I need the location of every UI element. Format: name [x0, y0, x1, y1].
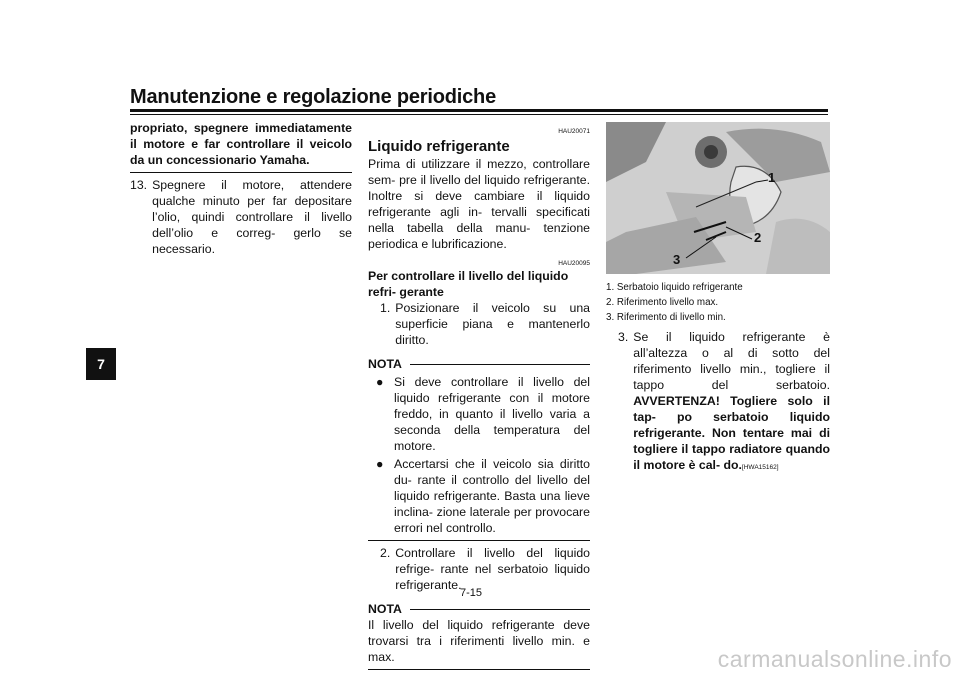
watermark: carmanualsonline.info	[717, 646, 952, 672]
nota-bullet-2	[368, 456, 590, 536]
step-number: 3.	[618, 330, 629, 344]
nota-text: Il livello del liquido refrigerante deve trovarsi tra i riferimenti livello min. e max.	[368, 618, 590, 664]
column-1	[130, 120, 352, 257]
step-text: Controllare il livello del liquido refrige- rante nel serbatoio liquido refrigerante.	[395, 546, 590, 592]
warning-text: AVVERTENZA! Togliere solo il tap- po serbatoio liquido refrigerante. Non tentare mai di togliere il tappo radiatore quando il motore è cal- do.	[633, 394, 830, 472]
warning-end-rule	[130, 172, 352, 173]
step-1	[368, 300, 590, 348]
step-number: 2.	[380, 546, 391, 560]
step-3-body	[633, 329, 830, 476]
step-text: Se il liquido refrigerante è all’altezza o al di sotto del riferimento livello min., togliere il tappo del serbatoio.	[633, 330, 830, 392]
caption-1: 1. Serbatoio liquido refrigerante	[606, 282, 743, 293]
subsection-heading: Per controllare il livello del liquido refri- gerante	[368, 269, 569, 299]
step-text: Posizionare il veicolo su una superficie piana e mantenerlo diritto.	[395, 301, 590, 347]
step-text: Spegnere il motore, attendere qualche minuto per far depositare l’olio, quindi controllare il livello dell’olio e correg- gerlo se necessario.	[152, 178, 352, 256]
title-rule-thin	[130, 114, 828, 115]
caption-2: 2. Riferimento livello max.	[606, 297, 719, 308]
nota-label: NOTA	[368, 357, 402, 371]
callout-1: 1	[768, 170, 776, 185]
nota-end-rule	[368, 669, 590, 670]
nota-header-1	[368, 356, 590, 372]
subsection-code: HAU20095	[558, 260, 590, 267]
caption-3: 3. Riferimento di livello min.	[606, 312, 726, 323]
section-heading: Liquido refrigerante	[368, 138, 510, 155]
warning-code: [HWA15162]	[741, 464, 779, 471]
callout-3: 3	[673, 252, 681, 267]
nota-header-2	[368, 601, 590, 617]
nota-label: NOTA	[368, 602, 402, 616]
step-3	[606, 329, 830, 476]
step-13	[130, 177, 352, 257]
bullet-text: Si deve controllare il livello del liquido refrigerante con il motore freddo, in quanto il livello varia a seconda della temperatura del motore.	[394, 375, 590, 453]
coolant-reservoir-photo	[606, 122, 830, 274]
chapter-tab: 7	[86, 348, 116, 380]
page-number: 7-15	[460, 587, 483, 599]
section-code: HAU20071	[558, 128, 590, 135]
nota-bullet-1	[368, 374, 590, 454]
step-number: 13.	[130, 178, 148, 192]
warning-continuation: propriato, spegnere immediatamente il motore e far controllare il veicolo da un concessionario Yamaha.	[130, 121, 352, 167]
callout-2: 2	[754, 230, 762, 245]
step-number: 1.	[380, 301, 391, 315]
title-rule	[130, 109, 828, 112]
bullet-icon: ●	[376, 375, 384, 389]
engine-illustration	[606, 122, 830, 274]
step-2	[368, 545, 590, 593]
nota-rule	[410, 364, 590, 365]
page-title: Manutenzione e regolazione periodiche	[130, 86, 496, 108]
bullet-icon: ●	[376, 457, 384, 471]
bullet-text: Accertarsi che il veicolo sia diritto du- rante il controllo del livello del liquido refrigerante. Basta una lieve inclina- zione laterale per provocare errori nel controllo.	[394, 457, 590, 535]
intro-paragraph: Prima di utilizzare il mezzo, controllare sem- pre il livello del liquido refrigerante. Inoltre si deve cambiare il liquido refrigerante agli in- tervalli specificati nella tabella della manu- tenzione periodica e lubrificazione.	[368, 157, 590, 251]
column-3	[606, 120, 830, 476]
photo-captions	[606, 280, 830, 325]
nota-end-rule	[368, 540, 590, 541]
nota-rule	[410, 609, 590, 610]
